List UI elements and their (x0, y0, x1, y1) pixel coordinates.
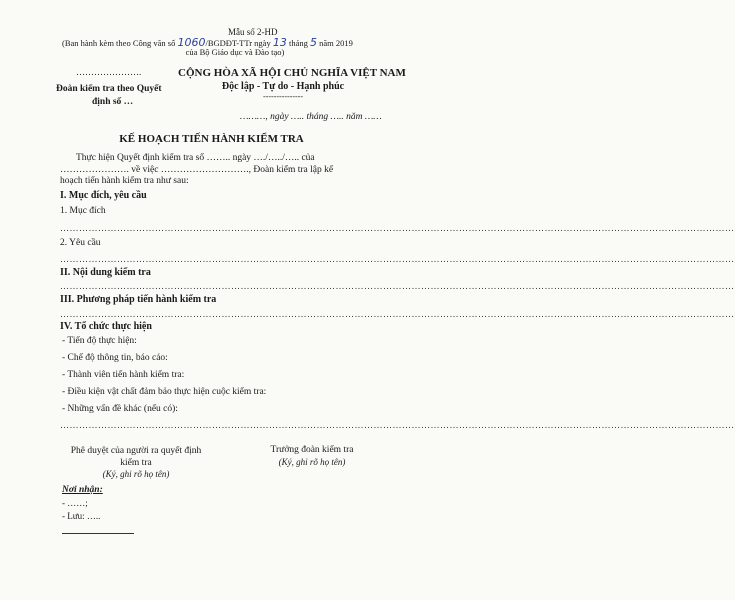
country-name: CỘNG HÒA XÃ HỘI CHỦ NGHĨA VIỆT NAM (178, 67, 406, 79)
agency-dots: …………………. (76, 67, 142, 77)
section-4-item: - Thành viên tiến hành kiểm tra: (62, 370, 185, 380)
issue-day: 13 (272, 36, 287, 49)
section-4-item: - Điều kiện vật chất đảm bảo thực hiện cuộc kiểm tra: (62, 387, 267, 397)
issue-month: 5 (309, 36, 317, 49)
section-2-heading: II. Nội dung kiểm tra (60, 267, 151, 278)
section-1-item-1: 1. Mục đích (60, 206, 106, 216)
team-leader-note: (Ký, ghi rõ họ tên) (278, 457, 346, 467)
issue-part2: /BGDĐT-TTr ngày (205, 38, 271, 48)
recipient-item-1: - ……; (62, 498, 88, 508)
section-3-heading: III. Phương pháp tiến hành kiểm tra (60, 294, 217, 305)
fill-line: …………………………………………………………………………………………………………………………………………………………………………………………… (60, 223, 735, 233)
intro-line-2: …………………. về việc ………………………., Đoàn kiểm tra lập kế (60, 165, 334, 175)
issue-part1: (Ban hành kèm theo Công văn số (62, 38, 176, 48)
intro-line-3: hoạch tiến hành kiểm tra như sau: (60, 176, 189, 186)
team-leader-title: Trưởng đoàn kiểm tra (270, 445, 354, 455)
place-date-line: ………, ngày ….. tháng ….. năm …… (240, 112, 382, 122)
agency-line-2: định số … (92, 97, 134, 107)
document-title: KẾ HOẠCH TIẾN HÀNH KIỂM TRA (119, 133, 304, 145)
section-1-item-2: 2. Yêu cầu (60, 238, 101, 248)
fill-line: …………………………………………………………………………………………………………………………………………………………………………………………… (60, 309, 735, 319)
fill-line: …………………………………………………………………………………………………………………………………………………………………………………………… (60, 420, 735, 430)
section-4-item: - Tiến độ thực hiện: (62, 336, 137, 346)
national-motto: Độc lập - Tự do - Hạnh phúc (221, 81, 345, 92)
section-1-heading: I. Mục đích, yêu cầu (60, 190, 147, 201)
recipients-label: Nơi nhận: (62, 485, 103, 495)
fill-line: …………………………………………………………………………………………………………………………………………………………………………………………… (60, 281, 735, 291)
agency-line-1: Đoàn kiểm tra theo Quyết (56, 84, 162, 94)
doc-number: 1060 (177, 36, 206, 49)
section-4-item: - Chế độ thông tin, báo cáo: (62, 353, 168, 363)
intro-line-1: Thực hiện Quyết định kiểm tra số …….. ngày …./…../….. của (76, 153, 315, 163)
bottom-rule (62, 533, 134, 534)
approver-note: (Ký, ghi rõ họ tên) (102, 469, 170, 479)
approver-title-1: Phê duyệt của người ra quyết định (70, 446, 202, 456)
fill-line: …………………………………………………………………………………………………………………………………………………………………………………………… (60, 254, 735, 264)
form-code: Mẫu số 2-HD (228, 27, 278, 37)
motto-underline: --------------- (263, 92, 303, 101)
issue-line-2: của Bộ Giáo dục và Đào tạo) (185, 47, 285, 57)
issue-part4: năm 2019 (319, 38, 353, 48)
approver-title-2: kiểm tra (120, 458, 152, 468)
recipient-item-2: - Lưu: ….. (62, 511, 101, 521)
section-4-heading: IV. Tổ chức thực hiện (60, 321, 152, 332)
issue-part3: tháng (288, 38, 308, 48)
section-4-item: - Những vấn đề khác (nếu có): (62, 404, 178, 414)
